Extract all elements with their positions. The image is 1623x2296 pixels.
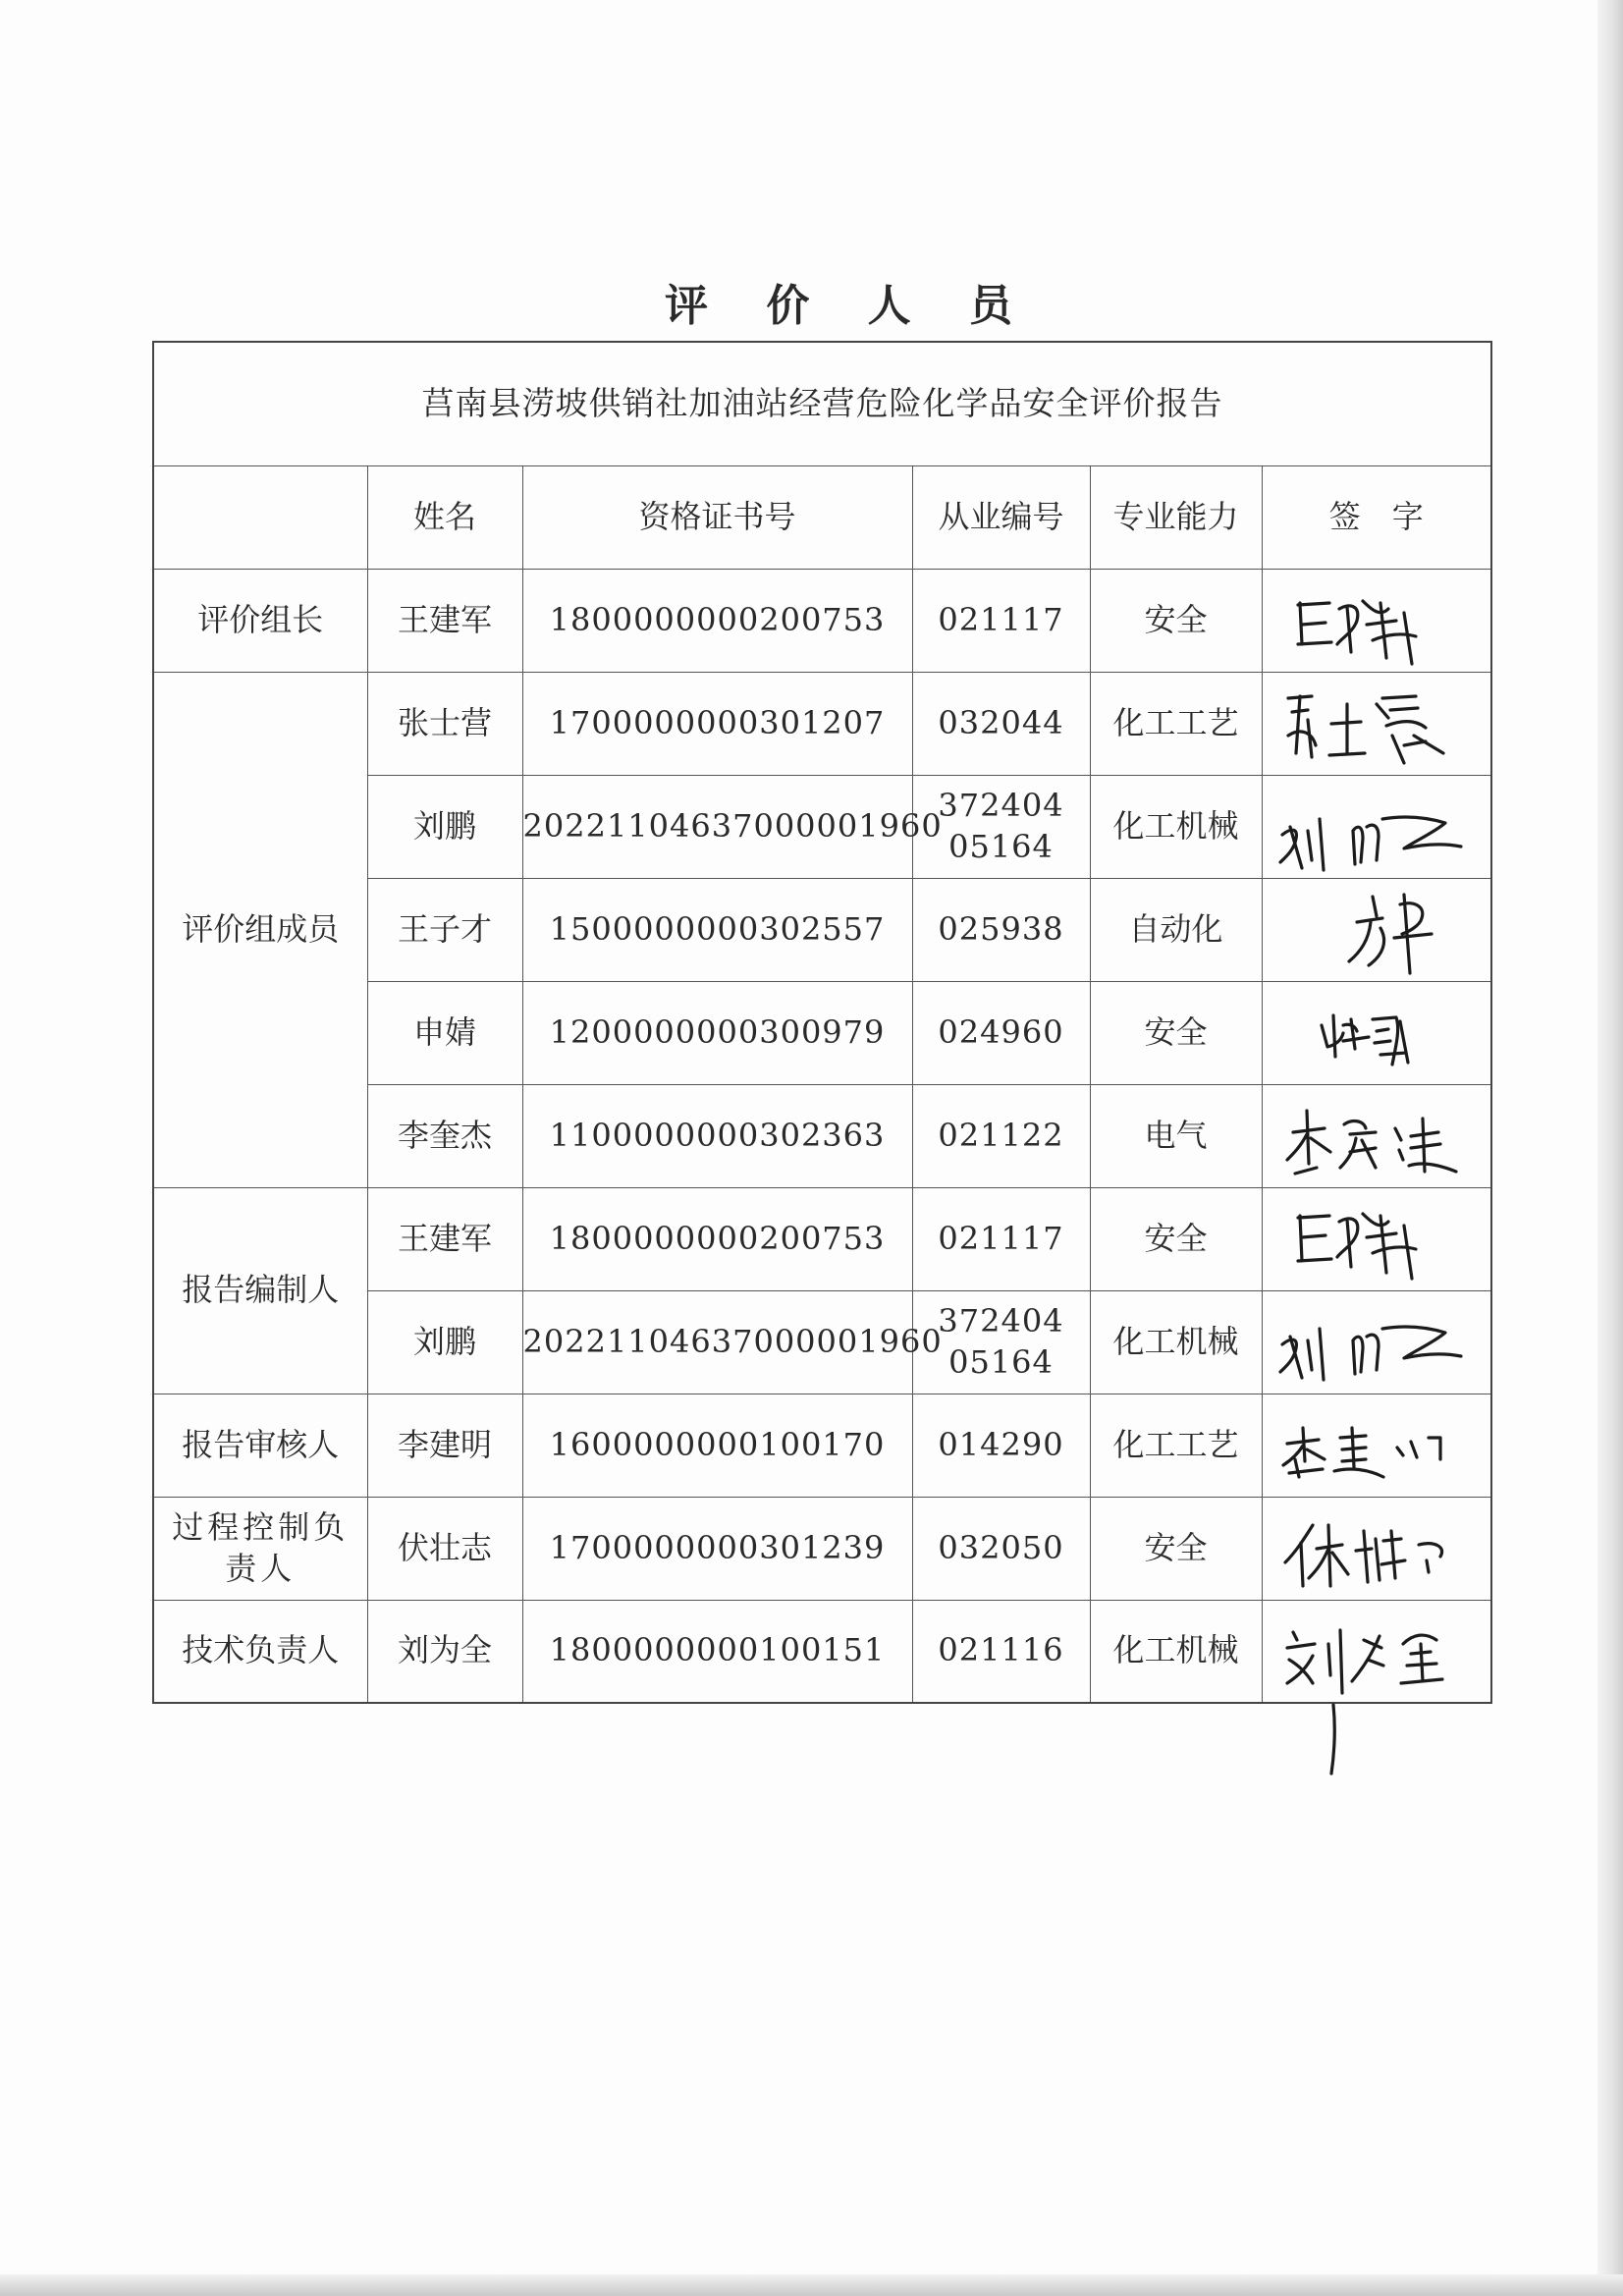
signature-cell [1262, 1187, 1491, 1290]
page-edge-shadow [1597, 0, 1623, 2296]
specialty-cell: 安全 [1090, 569, 1262, 672]
cert-cell: 20221104637000001960 [522, 775, 912, 878]
signature-cell [1262, 1084, 1491, 1187]
table-row [153, 1187, 1491, 1290]
report-title: 莒南县涝坡供销社加油站经营危险化学品安全评价报告 [153, 342, 1491, 465]
report-title-row [153, 342, 1491, 465]
header-cert: 资格证书号 [522, 465, 912, 569]
signature-li-kuijie [1273, 1089, 1480, 1182]
practice-cell: 021117 [912, 569, 1090, 672]
specialty-cell: 电气 [1090, 1084, 1262, 1187]
role-reviewer: 报告审核人 [153, 1394, 367, 1497]
name-cell: 张士营 [367, 672, 522, 775]
signature-cell [1262, 981, 1491, 1084]
header-name: 姓名 [367, 465, 522, 569]
specialty-cell: 安全 [1090, 981, 1262, 1084]
name-cell: 刘鹏 [367, 775, 522, 878]
specialty-cell: 化工机械 [1090, 1600, 1262, 1703]
table-row [153, 1600, 1491, 1703]
table-row [153, 1394, 1491, 1497]
signature-liu-weiquan [1273, 1605, 1480, 1698]
signature-cell [1262, 569, 1491, 672]
role-writers: 报告编制人 [153, 1187, 367, 1394]
signature-fu-zhuangzhi [1273, 1502, 1480, 1595]
name-cell: 李奎杰 [367, 1084, 522, 1187]
signature-cell [1262, 878, 1491, 981]
specialty-cell: 化工工艺 [1090, 672, 1262, 775]
practice-cell: 025938 [912, 878, 1090, 981]
signature-wang-jianjun [1278, 574, 1475, 667]
role-members: 评价组成员 [153, 672, 367, 1187]
table-row [153, 672, 1491, 775]
signature-cell [1262, 1497, 1491, 1600]
signature-liu-peng [1269, 780, 1485, 873]
cert-cell: 1800000000100151 [522, 1600, 912, 1703]
practice-line: 372404 [938, 786, 1064, 824]
cert-cell: 1600000000100170 [522, 1394, 912, 1497]
specialty-cell: 安全 [1090, 1187, 1262, 1290]
cert-cell: 1800000000200753 [522, 569, 912, 672]
specialty-cell: 安全 [1090, 1497, 1262, 1600]
cert-cell: 20221104637000001960 [522, 1290, 912, 1394]
signature-li-jianming [1273, 1398, 1480, 1492]
signature-liu-peng [1269, 1295, 1485, 1389]
table-row [153, 1497, 1491, 1600]
cert-cell: 1500000000302557 [522, 878, 912, 981]
signature-wang-jianjun [1278, 1192, 1475, 1285]
practice-cell: 021122 [912, 1084, 1090, 1187]
practice-line: 05164 [948, 827, 1054, 865]
name-cell: 王建军 [367, 1187, 522, 1290]
signature-wang-zicai [1278, 883, 1475, 976]
signature-cell [1262, 1394, 1491, 1497]
signature-cell [1262, 1290, 1491, 1394]
signature-cell [1262, 1600, 1491, 1703]
evaluators-table [152, 341, 1492, 1704]
header-row [153, 465, 1491, 569]
role-leader: 评价组长 [153, 569, 367, 672]
practice-cell: 014290 [912, 1394, 1090, 1497]
name-cell: 刘鹏 [367, 1290, 522, 1394]
specialty-cell: 化工机械 [1090, 775, 1262, 878]
page-bottom-shadow [0, 2274, 1623, 2296]
page-title: 评 价 人 员 [665, 281, 1034, 331]
role-process [153, 1497, 367, 1600]
name-cell: 王建军 [367, 569, 522, 672]
header-signature: 签 字 [1262, 465, 1491, 569]
specialty-cell: 化工工艺 [1090, 1394, 1262, 1497]
practice-line: 05164 [948, 1342, 1054, 1381]
role-process-label: 过程控制负责人 [172, 1507, 350, 1587]
practice-cell: 021117 [912, 1187, 1090, 1290]
practice-cell: 024960 [912, 981, 1090, 1084]
practice-cell: 032044 [912, 672, 1090, 775]
cert-cell: 1700000000301207 [522, 672, 912, 775]
signature-cell [1262, 775, 1491, 878]
cert-cell: 1800000000200753 [522, 1187, 912, 1290]
header-practice: 从业编号 [912, 465, 1090, 569]
role-tech: 技术负责人 [153, 1600, 367, 1703]
name-cell: 刘为全 [367, 1600, 522, 1703]
signature-zhang-shiying [1278, 677, 1475, 770]
signature-tail-stroke [1327, 1703, 1357, 1781]
cert-cell: 1700000000301239 [522, 1497, 912, 1600]
name-cell: 申婧 [367, 981, 522, 1084]
signature-shen-jing [1278, 986, 1475, 1079]
cert-cell: 1100000000302363 [522, 1084, 912, 1187]
name-cell: 王子才 [367, 878, 522, 981]
specialty-cell: 化工机械 [1090, 1290, 1262, 1394]
table-row [153, 569, 1491, 672]
signature-cell [1262, 672, 1491, 775]
header-role [153, 465, 367, 569]
practice-cell: 021116 [912, 1600, 1090, 1703]
name-cell: 李建明 [367, 1394, 522, 1497]
header-specialty: 专业能力 [1090, 465, 1262, 569]
practice-line: 372404 [938, 1301, 1064, 1339]
cert-cell: 1200000000300979 [522, 981, 912, 1084]
name-cell: 伏壮志 [367, 1497, 522, 1600]
practice-cell: 032050 [912, 1497, 1090, 1600]
specialty-cell: 自动化 [1090, 878, 1262, 981]
